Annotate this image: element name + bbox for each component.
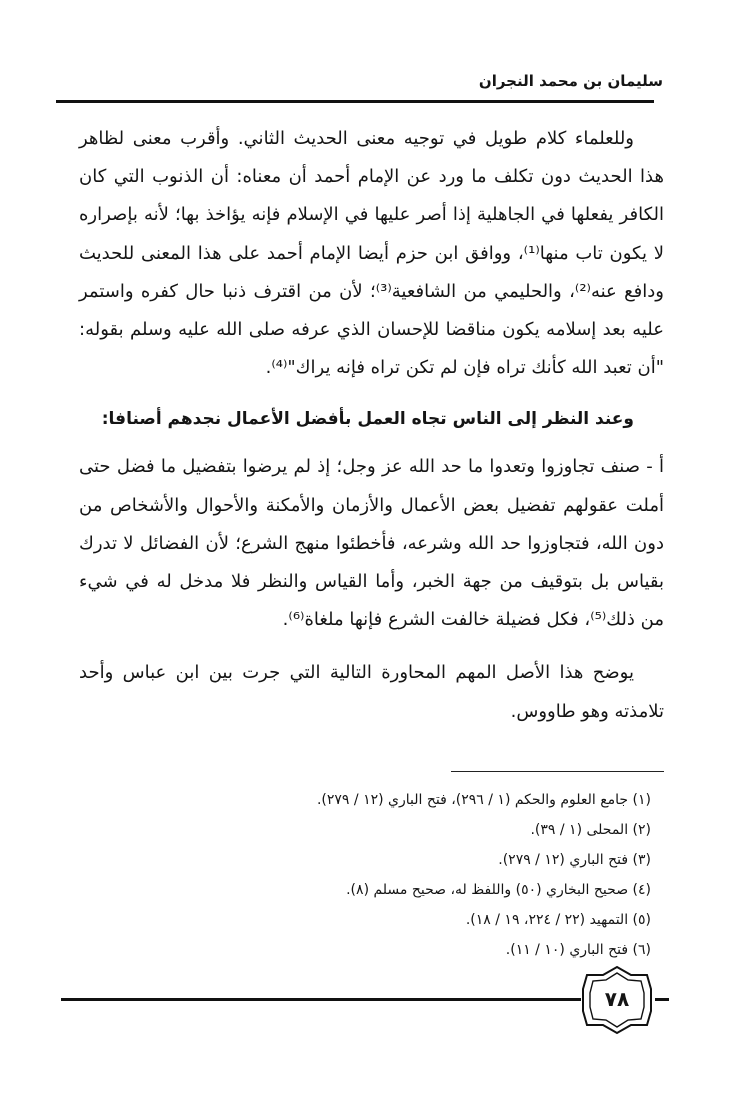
footnote-2: (٢) المحلى (١ / ٣٩). xyxy=(530,822,651,838)
bottom-rule-right xyxy=(655,998,669,1001)
footnote-5: (٥) التمهيد (٢٢ / ٢٢٤، ١٩ / ١٨). xyxy=(465,912,651,928)
page-number: ٧٨ xyxy=(604,987,630,1011)
header-rule xyxy=(56,100,654,103)
footnote-3: (٣) فتح الباري (١٢ / ٢٧٩). xyxy=(498,852,651,868)
section-heading: وعند النظر إلى الناس تجاه العمل بأفضل الأعمال نجدهم أصنافا: xyxy=(101,409,634,430)
footnote-1: (١) جامع العلوم والحكم (١ / ٢٩٦)، فتح الباري (١٢ / ٢٧٩). xyxy=(316,792,651,808)
paragraph-three: يوضح هذا الأصل المهم المحاورة التالية التي جرت بين ابن عباس وأحد تلامذته وهو طاووس. xyxy=(79,662,664,722)
footnotes xyxy=(91,785,651,965)
paragraph-one: وللعلماء كلام طويل في توجيه معنى الحديث الثاني. وأقرب معنى لظاهر هذا الحديث دون تكلف ما ورد عن الإمام أحمد أن معناه: أن الذنوب التي كان الكافر يفعلها في الجاهلية إذا أصر عليها في الإسلام فإنه يؤاخذ بها؛ لأنه بإصراره لا يكون تاب منها⁽¹⁾، ووافق ابن حزم أيضا الإمام أحمد على هذا المعنى للحديث ودافع عنه⁽²⁾، والحليمي من الشافعية⁽³⁾؛ لأن من اقترف ذنبا حال كفره واستمر عليه بعد إسلامه يكون مناقضا للإحسان الذي عرفه صلى الله عليه وسلم بقوله: "أن تعبد الله كأنك تراه فإن لم تكن تراه فإنه يراك"⁽⁴⁾. xyxy=(79,128,664,379)
main-text xyxy=(79,120,664,731)
footnote-4: (٤) صحيح البخاري (٥٠) واللفظ له، صحيح مسلم (٨). xyxy=(346,882,651,898)
footnote-6: (٦) فتح الباري (١٠ / ١١). xyxy=(505,942,651,958)
running-header-author: سليمان بن محمد النجران xyxy=(478,72,663,90)
footnote-separator xyxy=(451,771,664,772)
paragraph-two: أ - صنف تجاوزوا وتعدوا ما حد الله عز وجل؛ إذ لم يرضوا بتفضيل ما فضل حتى أملت عقولهم تفضيل بعض الأعمال والأزمان والأمكنة والأحوال والأشخاص من دون الله، فتجاوزوا حد الله وشرعه، فأخطئوا منهج الشرع؛ لأن الفضائل لا تدرك بقياس بل بتوقيف من جهة الخبر، وأما القياس والنظر فلا مدخل له في شيء من ذلك⁽⁵⁾، فكل فضيلة خالفت الشرع فإنها ملغاة⁽⁶⁾. xyxy=(79,456,664,631)
bottom-rule-left xyxy=(61,998,581,1001)
